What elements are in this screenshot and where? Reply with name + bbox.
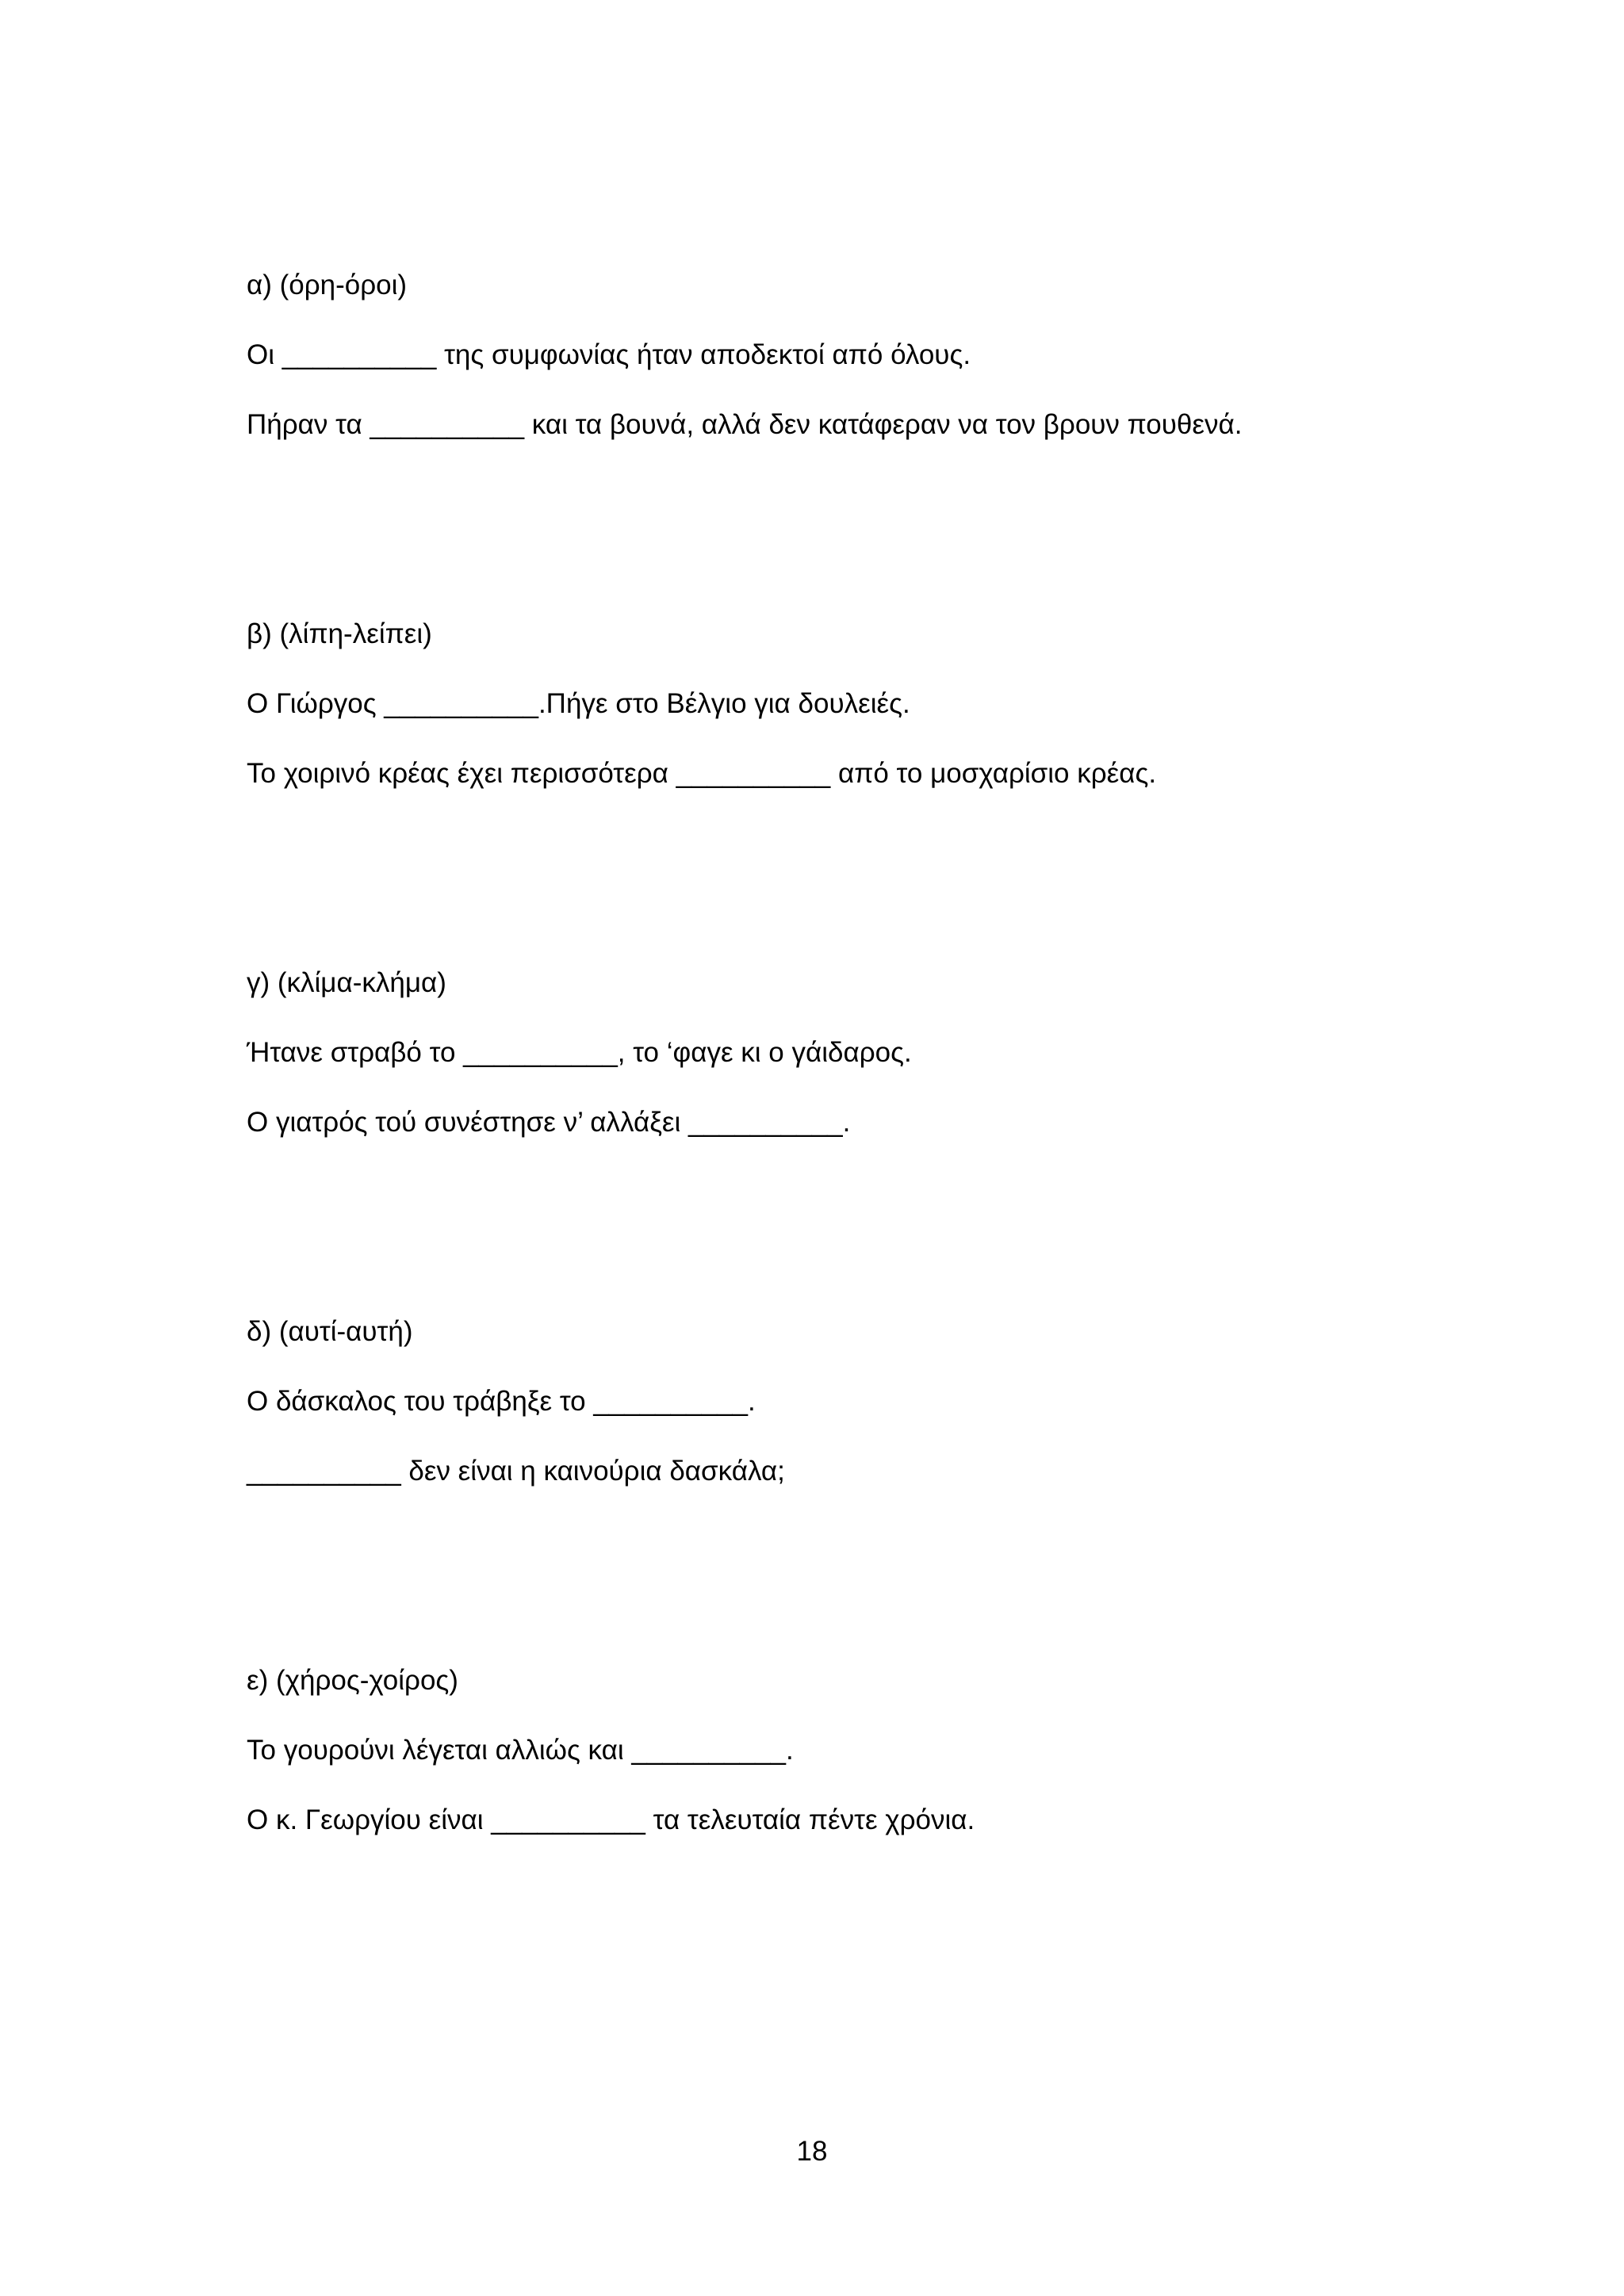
exercise-sentence-d1: Ο δάσκαλος του τράβηξε το __________. (247, 1386, 756, 1417)
exercise-sentence-d2: __________ δεν είναι η καινούρια δασκάλα; (247, 1456, 785, 1487)
exercise-sentence-b1: Ο Γιώργος __________.Πήγε στο Βέλγιο για δουλειές. (247, 688, 910, 719)
exercise-sentence-c2: Ο γιατρός τού συνέστησε ν’ αλλάξει __________. (247, 1107, 851, 1138)
exercise-sentence-e2: Ο κ. Γεωργίου είναι __________ τα τελευταία πέντε χρόνια. (247, 1804, 975, 1835)
exercise-sentence-e1: Το γουρούνι λέγεται αλλιώς και __________. (247, 1735, 794, 1766)
exercise-sentence-c1: Ήτανε στραβό το __________, το ‘φαγε κι ο γάιδαρος. (247, 1037, 912, 1068)
section-heading-d: δ) (αυτί-αυτή) (247, 1316, 413, 1347)
section-heading-b: β) (λίπη-λείπει) (247, 618, 432, 649)
page-number: 18 (796, 2136, 828, 2167)
section-heading-c: γ) (κλίμα-κλήμα) (247, 967, 446, 998)
exercise-sentence-a1: Οι __________ της συμφωνίας ήταν αποδεκτοί από όλους. (247, 339, 971, 370)
exercise-sentence-b2: Το χοιρινό κρέας έχει περισσότερα __________ από το μοσχαρίσιο κρέας. (247, 758, 1157, 789)
section-heading-a: α) (όρη-όροι) (247, 270, 408, 300)
exercise-sentence-a2: Πήραν τα __________ και τα βουνά, αλλά δεν κατάφεραν να τον βρουν πουθενά. (247, 409, 1243, 440)
section-heading-e: ε) (χήρος-χοίρος) (247, 1665, 458, 1696)
